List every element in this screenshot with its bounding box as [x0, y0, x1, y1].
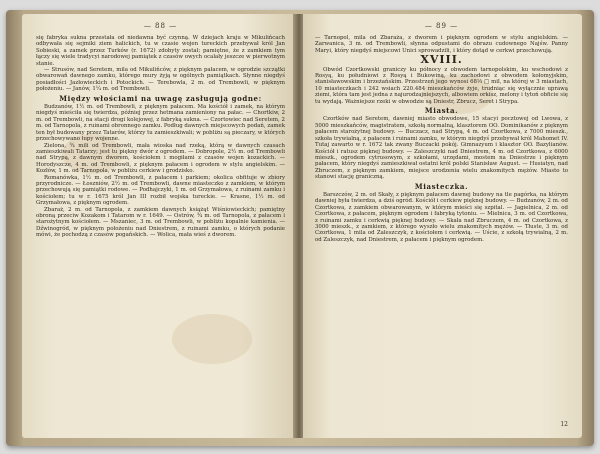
- paragraph: Zbaraż, 2 m. od Tarnopola, z zamkiem dawnych książąt Wiśniowieckich; pamiętny obroną przeciw Kozakom i Tatarom w r. 1649. — Ostrów, ¾ m. od Tarnopola, z pałacem i starożytnym kościołem. — Mszaniec, 3 m. od Trembowli, w pobliżu kopalnie kamienia. — Dźwinogród, w pięknym położeniu nad Dniestrem, z ruinami zamku, o których podanie mówi, że pochodzą z czasów pogańskich. — Wolica, mała wieś z dworem.: [36, 206, 285, 239]
- section-heading-miasteczka: Miasteczka.: [414, 181, 469, 191]
- paragraph: Czortków nad Seretem, dawniej miasto obwodowe, 15 stacyi pocztowej od Lwowa, z 5000 mieszkańców, magistratem, szkołą normalną, klasztorem OO. Dominikanów z pięknym pałacem starożytnej budowy. — Buczacz, nad Strypą, 4 m. od Czortkowa, z 7000 mieszk., szkoła trywialną, z pałacem i ruinami zamku, w którym niegdyś przebywał król Mahomet IV. Tutaj zawarto w r. 1672 tak zwany Buczacki pokój. Gimnazyum i klasztor OO. Bazylianów. Kościół i ratusz pięknej budowy. — Zaleszczyki nad Dniestrem, 4 m. od Czortkowa, z 6000 mieszk., ogrodem cytrusowym, z szkołami, urzędami, mostem na Dniestrze i pięknym pałacem, który niegdyś zamieszkiwał ostatni król polski Stanisław August. — Husiatyn, nad Zbruczem, z pięknym zamkiem, miejsce urodzenia wielu znakomitych mężów. Miasto to stanowi stację graniczną.: [315, 116, 568, 181]
- left-page: [22, 14, 295, 438]
- signature-mark: 12: [560, 421, 568, 428]
- right-text-column: [315, 35, 568, 243]
- page-number-left: — 88 —: [143, 22, 178, 30]
- paragraph: się fabryka sukna przestała od niedawna być czynną. W dziejach kraju w Mikulińcach odbywała się sejmiki ziem halickich, tu w czasie wojen tureckich przebywał król Jan Sobieski, a zamek przez Turków (r. 1672) zdobyty został; pamiętne, że z zamkiem tym łączy się wiele tradycyi narodowej pamiątek z czasów owych ocalały jeszcze w pierwotnym stanie.: [36, 35, 285, 67]
- section-heading-miasta: Miasta.: [424, 106, 459, 116]
- paragraph: Obwód Czortkowski graniczy ku północy z obwodem tarnopolskim, ku wschodowi z Rosyą, ku południowi z Rosyą i Bukowiną, ku zachodowi z obwodem kołomyjskim, stanisławowskim i brzeżańskim. Przestrzeń jego wynosi 68⅓ □ mil, na której w 3 miastach, 10 miasteczkach i 242 wsiach 220.484 mieszkańców żyje, trudniąc się wyłącznie uprawą ziemi, która tam jest jedna z najurodzajniejszych, albowiem orkisz, melony i tytoń obficie się tu wydają. Ważniejsze rzeki w obwodzie są Dniestr, Zbrucz, Seret i Strypa.: [315, 66, 568, 105]
- paragraph: — Strusów, nad Seretem, mila od Mikulińców, z pięknym pałacem, w ogrodzie szczątki obwarowań dawnego zamku, którego mury żyją w ogólnych pamiątkach. Słynne niegdyś posiadłości Jazłowieckich i Potockich. — Terebowla, 2 m. od Trembowli, w pięknym położeniu. — Janów, 1¼ m. od Trembowli.: [36, 67, 285, 93]
- paragraph: Romanówka, 1½ m. od Trembowli, z pałacem i parkiem; okolica obfituje w zbiory przyrodnicze. — Łoszniów, 2½ m. od Trembowli, dawne miasteczko z zamkiem, w którym przechowują się pamiątki rodowe. — Podhajczyki, 1 m. od Grzymałowa, z ruinami zamku i kościołem; tu w r. 1675 król Jan III rozbił wojska tureckie. — Krasne, 1½ m. od Grzymałowa, z pięknym ogrodem.: [36, 174, 285, 207]
- paragraph: Budzanów, 1½ m. od Trembowli, z pięknym pałacem. Ma kościół i zamek, na którym niegdyś mieściła się twierdza, później przez hetmana zamieniony na pałac. — Chortkiw, 2 m. od Trembowli, na stacji drogi kolejowej, z fabryką sukna. — Czortowiec nad Seretem, 2 m. od Tarnopola, z ruinami obronnego zamku. Podług dawnych miejscowych podań, zamek ten był budowany przez Tatarów, którzy tu zamieszkiwali; w pobliżu są pieczary, w których przechowywano łupy wojenne.: [36, 104, 285, 143]
- section-heading: Między włościami na uwagę zasługują godne:: [59, 93, 262, 103]
- paragraph: Barszczów, 2 m. od Skały, z pięknym pałacem dawnej budowy na tle pagórka, na którym dawniej była twierdza, a dziś ogród. Kościół i cerkiew pięknej budowy. — Budzanów, 2 m. od Czortkowa, z zamkiem obwarowanym, w którym mieści się szpital. — Jagielnica, 2 m. od Czortkowa, z pałacem, pięknym ogrodem i fabryką tytoniu. — Mielnica, 3 m. od Czortkowa, z ruinami zamku i cerkwią pięknej budowy. — Skała nad Zbruczem, 4 m. od Czortkowa, z 3000 mieszk., z zamkiem, z którego wyszło wielu znakomitych mężów. — Tłuste, 3 m. od Czortkowa, 1 mila od Zaleszczyk, z kościołem i cerkwią. — Uście, z szkołą trywialną, 2 m. od Zaleszczyk, nad Dniestrem, z pałacem i pięknym ogrodem.: [315, 191, 568, 243]
- page-number-right: — 89 —: [424, 22, 459, 30]
- chapter-number: XVIII.: [420, 53, 463, 67]
- paragraph: — Tarnopol, mila od Zbaraża, z dworem i pięknym ogrodem w stylu angielskim. — Zarwanica, 3 m. od Trembowli, słynna odpustami do obrazu cudownego Najśw. Panny Maryi, który niegdyś miejscowi Unici sprowadzili, i który dotąd w cerkwi przechowują.: [315, 35, 568, 54]
- paragraph: Zielona, ¾ mili od Trembowli, mała wioska nad rzeką, którą w dawnych czasach zamieszkiwali Tatarzy; jest tu piękny dwór z ogrodem. — Dobropole, 2½ m. od Trembowli nad Strypą, z dawnym dworem, kościołem i mogiłami z czasów wojen kozackich. — Horodyszcze, 4 m. od Trembowli, z pięknym pałacem i ogrodem w stylu angielskim. — Kozłów, 1 m. od Tarnopola, w pobliżu cerkiew i grodzisko.: [36, 142, 285, 175]
- right-page: [303, 14, 582, 438]
- left-text-column: [36, 35, 285, 239]
